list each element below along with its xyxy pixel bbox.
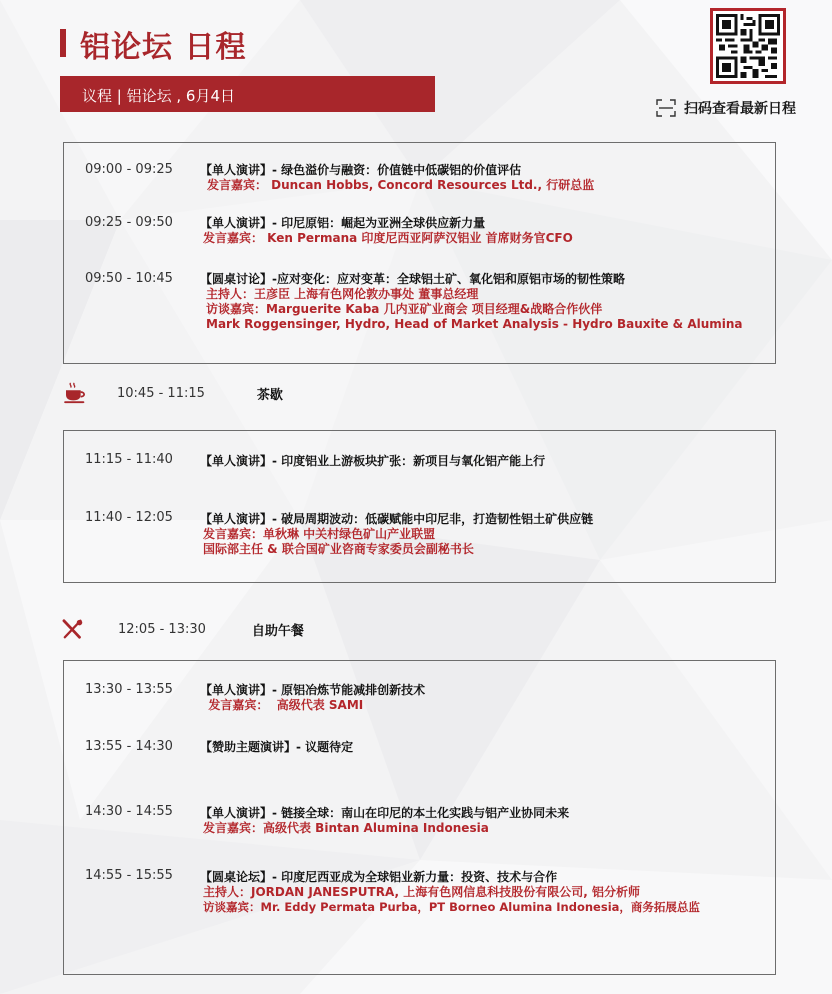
session-title: 【单人演讲】- 破局周期波动：低碳赋能中印尼非，打造韧性铝土矿供应链 xyxy=(200,512,594,526)
session-title: 【赞助主题演讲】- 议题待定 xyxy=(200,740,354,754)
page-title: 铝论坛 日程 xyxy=(80,30,247,65)
session-title: 【单人演讲】- 印度铝业上游板块扩张：新项目与氧化铝产能上行 xyxy=(200,454,546,468)
break-time: 10:45 - 11:15 xyxy=(117,385,205,401)
scan-label: 扫码查看最新日程 xyxy=(684,101,796,117)
session-entry xyxy=(200,512,593,557)
coffee-cup-icon xyxy=(63,382,91,404)
session-speaker: 发言嘉宾： 高级代表 SAMI xyxy=(200,698,364,712)
session-panelist: Mark Roggensinger, Hydro, Head of Market Analysis - Hydro Bauxite & Alumina xyxy=(206,317,743,331)
session-title: 【圆桌讨论】-应对变化：应对变革：全球铝土矿、氧化铝和原铝市场的韧性策略 xyxy=(200,272,625,286)
title-accent-bar xyxy=(60,29,66,57)
break-label: 茶歇 xyxy=(256,387,283,403)
session-entry xyxy=(200,163,594,193)
tea-break-row xyxy=(63,382,283,404)
session-time: 14:55 - 15:55 xyxy=(85,868,173,883)
session-title: 【单人演讲】- 原铝冶炼节能减排创新技术 xyxy=(200,683,426,697)
session-entry xyxy=(200,216,573,246)
session-speaker: 发言嘉宾： Ken Permana 印度尼西亚阿萨汉铝业 首席财务官CFO xyxy=(203,231,573,245)
session-moderator: 主持人：王彦臣 上海有色网伦敦办事处 董事总经理 xyxy=(206,287,479,301)
fork-knife-icon xyxy=(60,618,88,640)
session-entry xyxy=(200,870,700,915)
lunch-row xyxy=(60,618,304,640)
session-panelist: 访谈嘉宾：Mr. Eddy Permata Purba，PT Borneo Alumina Indonesia，商务拓展总监 xyxy=(203,900,700,914)
session-title: 【单人演讲】- 链接全球：南山在印尼的本土化实践与铝产业协同未来 xyxy=(200,806,570,820)
session-time: 11:40 - 12:05 xyxy=(85,510,173,525)
session-time: 09:00 - 09:25 xyxy=(85,162,173,177)
session-title: 【单人演讲】- 绿色溢价与融资：价值链中低碳铝的价值评估 xyxy=(200,163,522,177)
session-time: 11:15 - 11:40 xyxy=(85,452,173,467)
session-speaker: 发言嘉宾：单秋琳 中关村绿色矿山产业联盟 xyxy=(203,527,436,541)
session-speaker-title: 国际部主任 & 联合国矿业咨商专家委员会副秘书长 xyxy=(203,542,474,556)
session-time: 14:30 - 14:55 xyxy=(85,804,173,819)
scan-frame-icon xyxy=(656,99,676,117)
session-title: 【圆桌论坛】- 印度尼西亚成为全球铝业新力量：投资、技术与合作 xyxy=(200,870,558,884)
session-time: 13:55 - 14:30 xyxy=(85,739,173,754)
session-entry xyxy=(200,806,569,836)
break-time: 12:05 - 13:30 xyxy=(118,621,206,637)
break-label: 自助午餐 xyxy=(251,623,304,639)
session-entry xyxy=(200,740,353,755)
session-panelist: 访谈嘉宾：Marguerite Kaba 几内亚矿业商会 项目经理&战略合作伙伴 xyxy=(206,302,603,316)
qr-code[interactable] xyxy=(710,8,786,84)
session-entry xyxy=(200,683,425,713)
agenda-subtitle-banner: 议程 | 铝论坛 , 6月4日 xyxy=(60,76,435,112)
session-speaker: 发言嘉宾：高级代表 Bintan Alumina Indonesia xyxy=(203,821,489,835)
session-speaker: 发言嘉宾： Duncan Hobbs, Concord Resources Ltd., 行研总监 xyxy=(207,178,595,192)
session-entry xyxy=(200,454,545,469)
scan-prompt xyxy=(656,98,796,118)
session-time: 09:25 - 09:50 xyxy=(85,215,173,230)
session-title: 【单人演讲】- 印尼原铝：崛起为亚洲全球供应新力量 xyxy=(200,216,486,230)
session-moderator: 主持人：JORDAN JANESPUTRA, 上海有色网信息科技股份有限公司, 铝分析师 xyxy=(203,885,640,899)
session-time: 09:50 - 10:45 xyxy=(85,271,173,286)
session-entry xyxy=(200,272,743,332)
session-time: 13:30 - 13:55 xyxy=(85,682,173,697)
